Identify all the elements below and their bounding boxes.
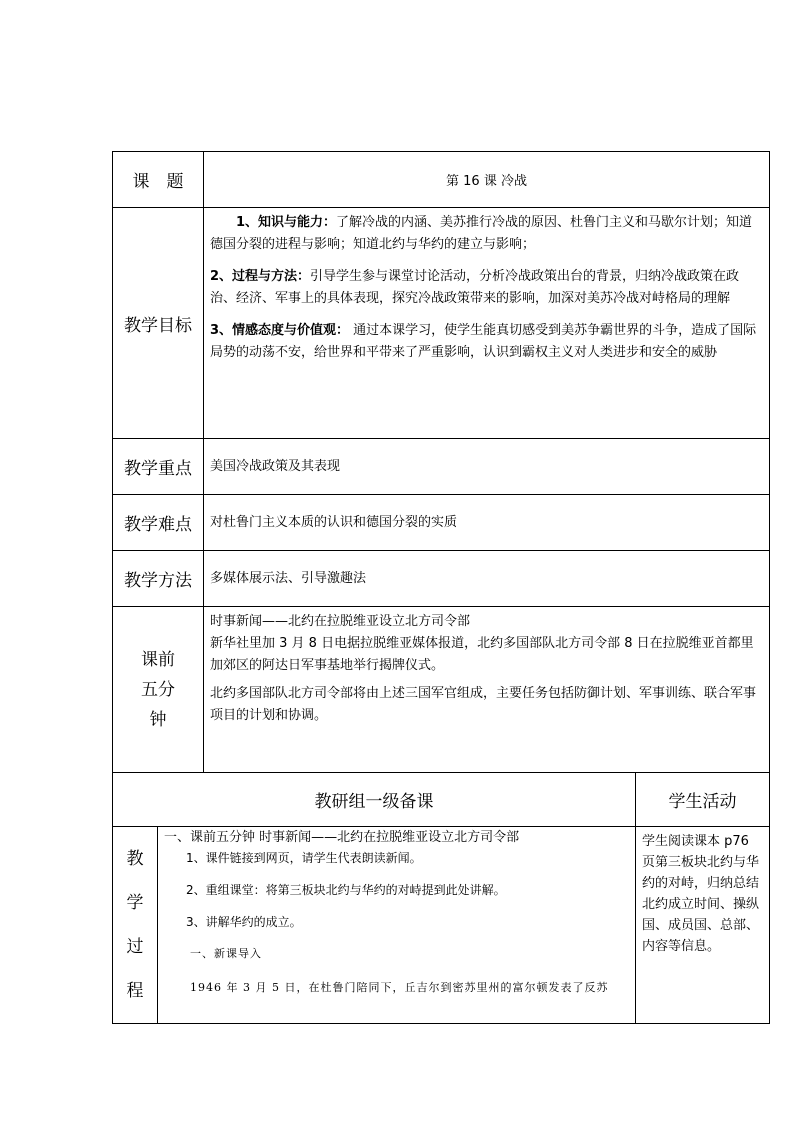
- row-objectives: [113, 208, 770, 439]
- pre-class-para-2: 北约多国部队北方司令部将由上述三国军官组成，主要任务包括防御计划、军事训练、联合军事项目的计划和协调。: [210, 686, 757, 723]
- objective-3-title: 3、情感态度与价值观：: [210, 323, 350, 338]
- objective-2-text: 引导学生参与课堂讨论活动，分析冷战政策出台的背景，归纳冷战政策在政治、经济、军事上的具体表现，探究冷战政策带来的影响，加深对美苏冷战对峙格局的理解: [210, 269, 740, 306]
- lesson-plan-table: [112, 151, 770, 1024]
- row-process: [113, 827, 770, 1024]
- method-value: 多媒体展示法、引导激趣法: [204, 551, 770, 607]
- pre-class-label-line-3: 钟: [149, 709, 167, 730]
- process-content: [158, 827, 636, 1024]
- process-label-char-1: 教: [126, 849, 144, 869]
- process-label: [113, 827, 158, 1024]
- pre-class-content: [204, 607, 770, 773]
- pre-class-label-line-1: 课前: [141, 649, 175, 670]
- row-method: [113, 551, 770, 607]
- difficulty-value: 对杜鲁门主义本质的认识和德国分裂的实质: [204, 495, 770, 551]
- lesson-plan-sheet: [112, 151, 769, 1024]
- process-label-char-4: 程: [126, 981, 144, 1001]
- topic-value: 第 16 课 冷战: [204, 152, 770, 208]
- row-pre-class: [113, 607, 770, 773]
- pre-class-para-1: 新华社里加 3 月 8 日电据拉脱维亚媒体报道，北约多国部队北方司令部 8 日在拉脱维亚首都里加郊区的阿达日军事基地举行揭牌仪式。: [210, 636, 754, 673]
- student-activity: 学生阅读课本 p76 页第三板块北约与华约的对峙，归纳总结北约成立时间、操纵国、成员国、总部、内容等信息。: [636, 827, 770, 1024]
- row-topic: [113, 152, 770, 208]
- row-key-point: [113, 439, 770, 495]
- process-label-char-2: 学: [126, 893, 144, 913]
- objective-3: [210, 320, 763, 364]
- objective-1: [210, 212, 763, 256]
- process-line-4: 3、讲解华约的成立。: [186, 915, 302, 929]
- objectives-content: [204, 208, 770, 439]
- row-section-header: [113, 773, 770, 827]
- pre-class-label: [113, 607, 204, 773]
- process-line-2: 1、课件链接到网页，请学生代表朗读新闻。: [186, 851, 422, 865]
- section-header-right: 学生活动: [636, 773, 770, 827]
- row-difficulty: [113, 495, 770, 551]
- key-point-value: 美国冷战政策及其表现: [204, 439, 770, 495]
- process-line-3: 2、重组课堂：将第三板块北约与华约的对峙提到此处讲解。: [186, 883, 506, 897]
- objectives-label: 教学目标: [113, 208, 204, 439]
- objective-2: [210, 266, 763, 310]
- process-label-char-3: 过: [126, 937, 144, 957]
- process-line-5: 一、新课导入: [190, 947, 262, 960]
- topic-label: 课 题: [113, 152, 204, 208]
- section-header-left: 教研组一级备课: [113, 773, 636, 827]
- pre-class-label-line-2: 五分: [141, 679, 175, 700]
- method-label: 教学方法: [113, 551, 204, 607]
- objective-3-text: 通过本课学习，使学生能真切感受到美苏争霸世界的斗争，造成了国际局势的动荡不安，给世界和平带来了严重影响，认识到霸权主义对人类进步和安全的威胁: [210, 323, 757, 360]
- pre-class-headline: 时事新闻——北约在拉脱维亚设立北方司令部: [210, 614, 471, 629]
- process-line-1: 一、课前五分钟 时事新闻——北约在拉脱维亚设立北方司令部: [164, 830, 520, 845]
- objective-2-title: 2、过程与方法：: [210, 269, 311, 284]
- difficulty-label: 教学难点: [113, 495, 204, 551]
- objective-1-title: 1、知识与能力：: [236, 215, 337, 230]
- objective-1-text: 了解冷战的内涵、美苏推行冷战的原因、杜鲁门主义和马歇尔计划；知道德国分裂的进程与影响；知道北约与华约的建立与影响；: [210, 215, 753, 252]
- key-point-label: 教学重点: [113, 439, 204, 495]
- process-line-6: 1946 年 3 月 5 日，在杜鲁门陪同下，丘吉尔到密苏里州的富尔顿发表了反苏: [190, 981, 609, 994]
